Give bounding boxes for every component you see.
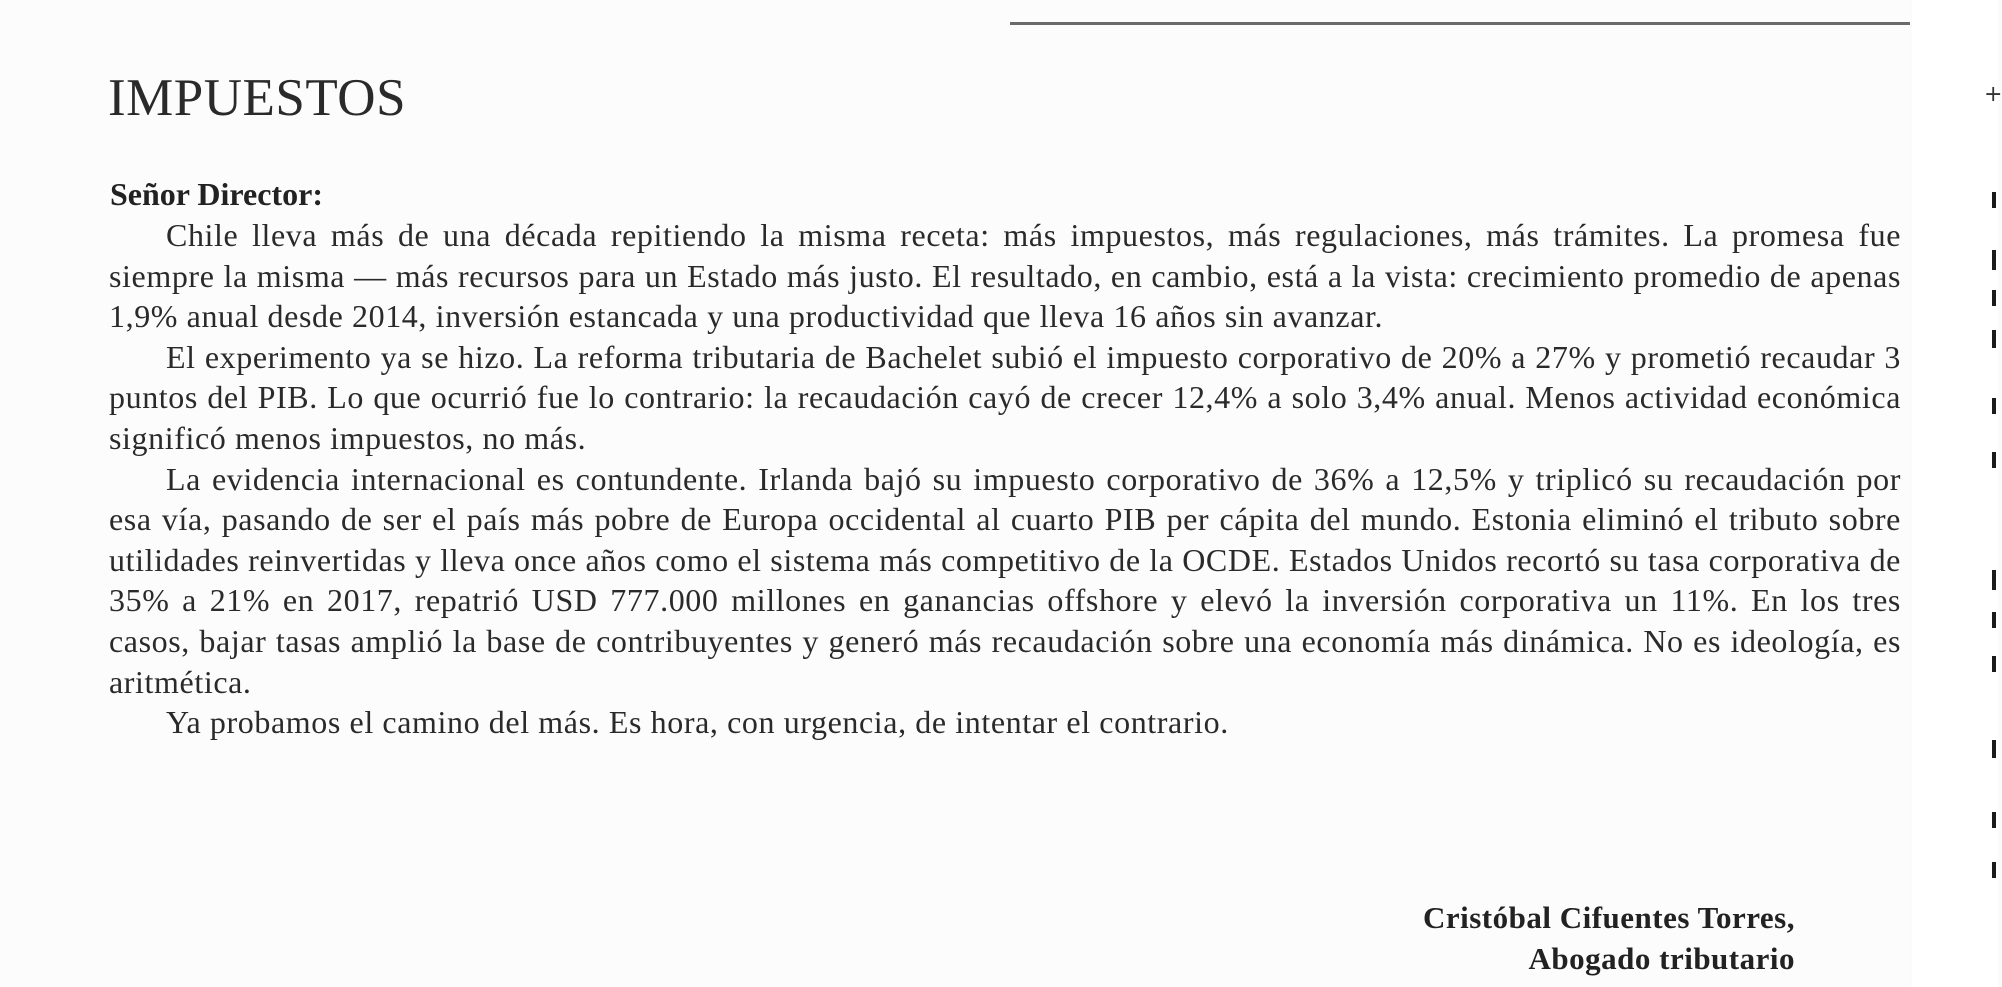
- letter-heading: IMPUESTOS: [108, 69, 407, 127]
- edge-mark: [1992, 570, 1996, 590]
- edge-mark: [1992, 250, 1996, 270]
- crop-mark-icon: +: [1984, 82, 2002, 107]
- edge-mark: [1992, 612, 1996, 628]
- edge-mark: [1992, 330, 1996, 348]
- edge-mark: [1992, 812, 1996, 828]
- salutation: Señor Director:: [110, 176, 323, 212]
- signature-block: [1423, 897, 1795, 979]
- author-name: Cristóbal Cifuentes Torres,: [1422, 900, 1795, 935]
- edge-mark: [1992, 192, 1996, 208]
- section-divider: [1010, 22, 1910, 25]
- author-title: Abogado tributario: [1528, 941, 1795, 976]
- edge-mark: [1992, 398, 1996, 414]
- paragraph-4: Ya probamos el camino del más. Es hora, con urgencia, de intentar el contrario.: [166, 704, 1229, 741]
- paragraph-2: El experimento ya se hizo. La reforma tributaria de Bachelet subió el impuesto corporativo de 20% a 27% y prometió recaudar 3 puntos del PIB. Lo que ocurrió fue lo contrario: la recaudación cayó de crecer 12,4% a solo 3,4% anual. Menos actividad económica significó menos impuestos, no más.: [109, 338, 1901, 456]
- edge-mark: [1992, 740, 1996, 758]
- edge-mark: [1992, 656, 1996, 672]
- paragraph-1: Chile lleva más de una década repitiendo la misma receta: más impuestos, más regulaciones, más trámites. La promesa fue siempre la misma — más recursos para un Estado más justo. El resultado, en cambio, está a la vista: crecimiento promedio de apenas 1,9% anual desde 2014, inversión estancada y una productividad que lleva 16 años sin avanzar.: [109, 217, 1901, 335]
- edge-mark: [1992, 290, 1996, 306]
- paragraph-3: La evidencia internacional es contundente. Irlanda bajó su impuesto corporativo de 36% a 12,5% y triplicó su recaudación por esa vía, pasando de ser el país más pobre de Europa occidental al cuarto PIB per cápita del mundo. Estonia eliminó el tributo sobre utilidades reinvertidas y lleva once años como el sistema más competitivo de la OCDE. Estados Unidos recortó su tasa corporativa de 35% a 21% en 2017, repatrió USD 777.000 millones en ganancias offshore y elevó la inversión corporativa un 11%. En los tres casos, bajar tasas amplió la base de contribuyentes y generó más recaudación sobre una economía más dinámica. No es ideología, es aritmética.: [109, 460, 1901, 700]
- adjacent-column-edge: [1912, 0, 2002, 987]
- edge-mark: [1992, 862, 1996, 878]
- edge-mark: [1992, 452, 1996, 468]
- letter-body: [109, 215, 1901, 743]
- previous-article-fragment: [1010, 0, 1910, 8]
